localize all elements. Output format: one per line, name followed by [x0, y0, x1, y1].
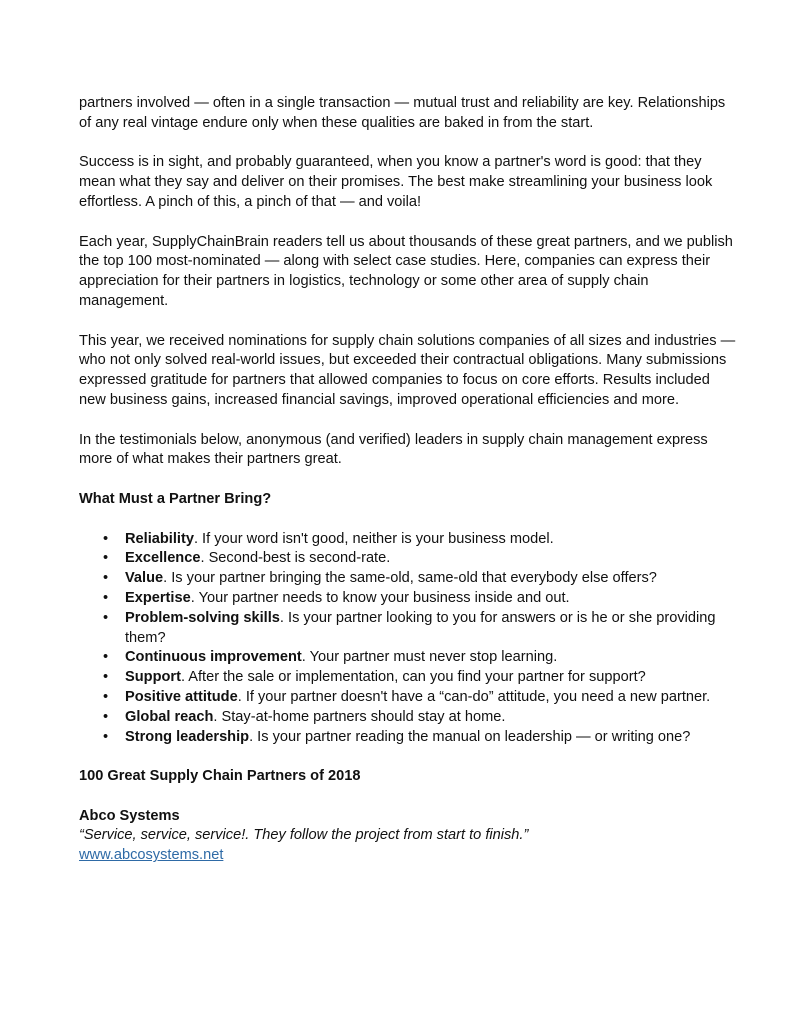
- list-item-text: . Your partner must never stop learning.: [301, 649, 558, 666]
- list-item-text: . Second-best is second-rate.: [200, 550, 391, 567]
- company-website-link[interactable]: www.abcosystems.net: [79, 847, 224, 864]
- section-heading-partner-qualities: What Must a Partner Bring?: [79, 490, 272, 507]
- company-name: Abco Systems: [79, 807, 180, 824]
- bullet-icon: •: [103, 609, 109, 626]
- bullet-icon: •: [103, 728, 109, 745]
- list-item-term: Excellence: [125, 550, 201, 567]
- list-item-text: . If your word isn't good, neither is your business model.: [193, 530, 554, 547]
- bullet-icon: •: [103, 688, 109, 705]
- list-item-text: . If your partner doesn't have a “can-do” attitude, you need a new partner.: [237, 688, 711, 705]
- list-item: [103, 648, 739, 668]
- bullet-icon: •: [103, 708, 109, 725]
- bullet-icon: •: [103, 669, 109, 686]
- list-item: [103, 530, 739, 550]
- list-item-term: Expertise: [125, 589, 191, 606]
- bullet-icon: •: [103, 649, 109, 666]
- list-item-term: Support: [125, 669, 181, 686]
- company-testimonial: “Service, service, service!. They follow the project from start to finish.”: [79, 827, 529, 844]
- document-page: [79, 94, 739, 866]
- paragraph-5: In the testimonials below, anonymous (and verified) leaders in supply chain management express more of what makes their partners great.: [79, 431, 708, 468]
- section-heading-great-partners: 100 Great Supply Chain Partners of 2018: [79, 768, 361, 785]
- paragraph-3: Each year, SupplyChainBrain readers tell us about thousands of these great partners, and we publish the top 100 most-nominated — along with select case studies. Here, companies can express their appreciation for their partners in logistics, technology or some other area of supply chain management.: [79, 233, 733, 309]
- list-item-text: . Is your partner bringing the same-old, same-old that everybody else offers?: [163, 570, 657, 587]
- bullet-icon: •: [103, 550, 109, 567]
- list-item: [103, 668, 739, 688]
- list-item: [103, 569, 739, 589]
- list-item: [103, 688, 739, 708]
- list-item: [103, 728, 739, 748]
- list-item: [103, 589, 739, 609]
- list-item-text: . Is your partner reading the manual on leadership — or writing one?: [249, 728, 691, 745]
- list-item-term: Strong leadership: [125, 728, 250, 745]
- list-item-text: . After the sale or implementation, can you find your partner for support?: [180, 669, 646, 686]
- bullet-icon: •: [103, 589, 109, 606]
- paragraph-4: This year, we received nominations for supply chain solutions companies of all sizes and industries — who not only solved real-world issues, but exceeded their contractual obligations. Many submissions expressed gratitude for partners that allowed companies to focus on core efforts. Results included new business gains, increased financial savings, improved operational efficiencies and more.: [79, 332, 736, 408]
- list-item-term: Problem-solving skills: [125, 609, 280, 626]
- list-item-text: . Your partner needs to know your business inside and out.: [190, 589, 570, 606]
- list-item-text: . Stay-at-home partners should stay at home.: [213, 708, 506, 725]
- list-item-term: Value: [125, 570, 164, 587]
- list-item-term: Global reach: [125, 708, 214, 725]
- bullet-icon: •: [103, 530, 109, 547]
- paragraph-2: Success is in sight, and probably guaranteed, when you know a partner's word is good: that they mean what they say and deliver on their promises. The best make streamlining your business look effortless. A pinch of this, a pinch of that — and voila!: [79, 154, 713, 210]
- list-item: [103, 708, 739, 728]
- partner-qualities-list: [79, 530, 739, 748]
- list-item-text: . Is your partner looking to you for answers or is he or she providing them?: [125, 609, 716, 646]
- list-item-term: Continuous improvement: [125, 649, 302, 666]
- paragraph-1: partners involved — often in a single transaction — mutual trust and reliability are key. Relationships of any real vintage endure only when these qualities are baked in from the start.: [79, 95, 726, 131]
- list-item: [103, 549, 739, 569]
- list-item: [103, 609, 739, 649]
- list-item-term: Reliability: [125, 530, 194, 547]
- list-item-term: Positive attitude: [125, 688, 238, 705]
- bullet-icon: •: [103, 570, 109, 587]
